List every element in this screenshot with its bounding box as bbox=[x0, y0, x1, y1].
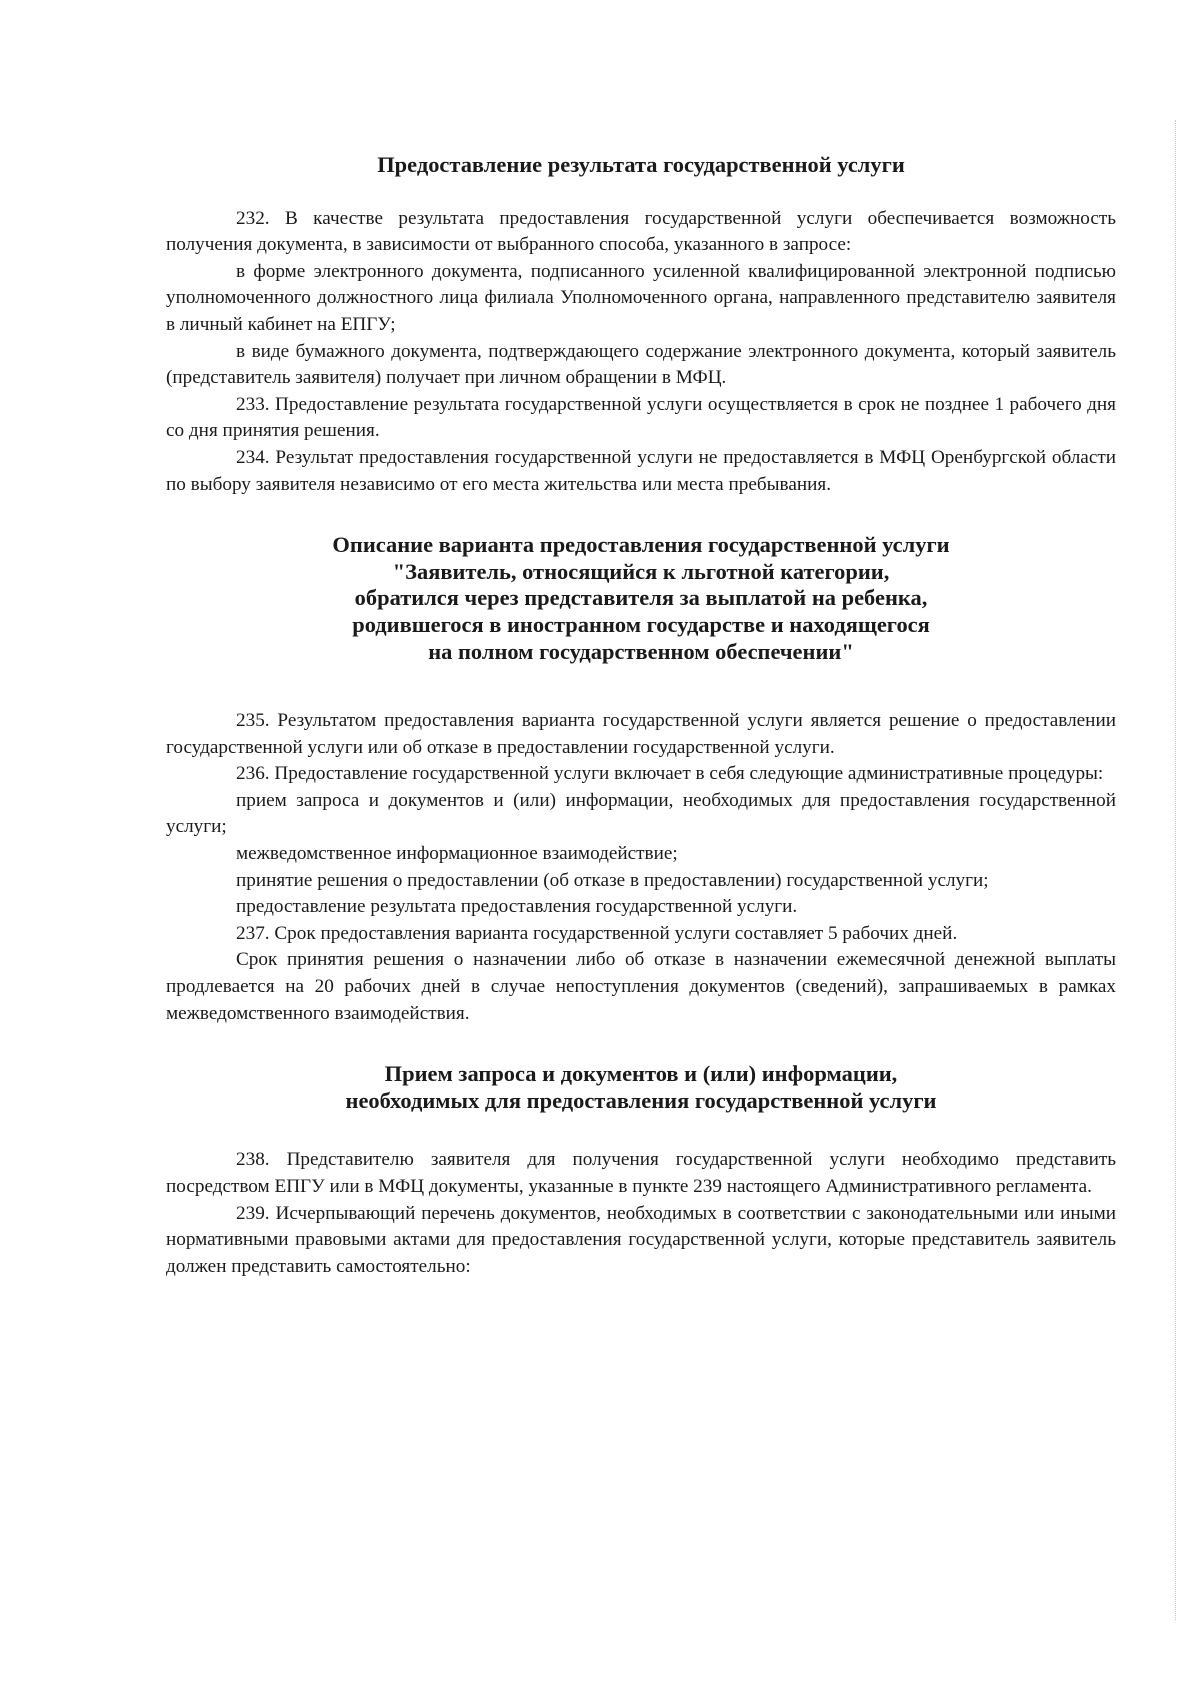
section-heading-result bbox=[166, 152, 1116, 179]
paragraph-234: 234. Результат предоставления государственной услуги не предоставляется в МФЦ Оренбургской области по выбору заявителя независимо от его места жительства или места пребывания. bbox=[166, 446, 1116, 495]
heading-line: Прием запроса и документов и (или) информации, bbox=[384, 1061, 898, 1087]
paragraph-procedure-request: прием запроса и документов и (или) информации, необходимых для предоставления государственной услуги; bbox=[166, 789, 1116, 838]
paragraph-237: 237. Срок предоставления варианта государственной услуги составляет 5 рабочих дней. bbox=[236, 922, 958, 944]
heading-line: на полном государственном обеспечении" bbox=[428, 638, 854, 664]
paragraph-238: 238. Представителю заявителя для получения государственной услуги необходимо представить посредством ЕПГУ или в МФЦ документы, указанные в пункте 239 настоящего Административного регламента. bbox=[166, 1149, 1116, 1197]
paragraph-procedure-decision: принятие решения о предоставлении (об отказе в предоставлении) государственной услуги; bbox=[236, 869, 989, 891]
paragraph-procedure-result: предоставление результата предоставления государственной услуги. bbox=[236, 896, 798, 918]
scan-edge-artifact bbox=[1175, 120, 1176, 1620]
heading-line: Описание варианта предоставления государственной услуги bbox=[332, 532, 950, 558]
heading-line: Предоставление результата государственной услуги bbox=[377, 152, 905, 177]
paragraph-term-extension: Срок принятия решения о назначении либо об отказе в назначении ежемесячной денежной выплаты продлевается на 20 рабочих дней в случае непоступления документов (сведений), запрашиваемых в рамках межведомственного взаимодействия. bbox=[166, 949, 1116, 1024]
paragraph-235: 235. Результатом предоставления варианта государственной услуги является решение о предоставлении государственной услуги или об отказе в предоставлении государственной услуги. bbox=[166, 710, 1116, 758]
heading-line: обратился через представителя за выплатой на ребенка, bbox=[354, 585, 928, 611]
section-heading-variant bbox=[166, 532, 1116, 665]
paragraph-procedure-interagency: межведомственное информационное взаимодействие; bbox=[236, 843, 678, 865]
section-heading-request-reception bbox=[166, 1061, 1116, 1114]
heading-line: родившегося в иностранном государстве и находящегося bbox=[352, 611, 930, 637]
paragraph-239: 239. Исчерпывающий перечень документов, необходимых в соответствии с законодательными или иными нормативными правовыми актами для предоставления государственной услуги, которые представитель заявитель должен представить самостоятельно: bbox=[166, 1202, 1116, 1277]
paragraph-electronic-form: в форме электронного документа, подписанного усиленной квалифицированной электронной подписью уполномоченного должностного лица филиала Уполномоченного органа, направленного представителю заявителя в личный кабинет на ЕПГУ; bbox=[166, 260, 1116, 335]
paragraph-paper-form: в виде бумажного документа, подтверждающего содержание электронного документа, который заявитель (представитель заявителя) получает при личном обращении в МФЦ. bbox=[166, 340, 1116, 389]
paragraph-236: 236. Предоставление государственной услуги включает в себя следующие административные процедуры: bbox=[236, 763, 1104, 785]
heading-line: необходимых для предоставления государственной услуги bbox=[345, 1087, 937, 1113]
heading-line: "Заявитель, относящийся к льготной категории, bbox=[392, 558, 890, 584]
paragraph-232: 232. В качестве результата предоставления государственной услуги обеспечивается возможность получения документа, в зависимости от выбранного способа, указанного в запросе: bbox=[166, 207, 1116, 256]
document-body bbox=[166, 152, 1116, 1280]
paragraph-233: 233. Предоставление результата государственной услуги осуществляется в срок не позднее 1 рабочего дня со дня принятия решения. bbox=[166, 393, 1116, 442]
